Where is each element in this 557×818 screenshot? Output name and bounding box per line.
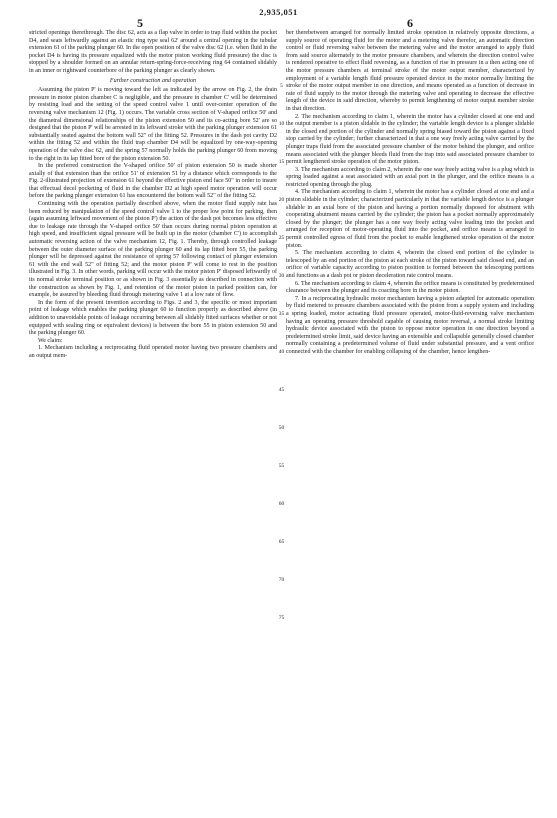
paragraph: In the form of the present invention according to Figs. 2 and 3, the specific or most important point of leakage which enables the parking plunger 60 to function properly as described above (in addition to unavoidable points of leakage occurring between all slidably fitted surfaces whether or not equipped with sealing ring or equivalent devices) is between the bore 55 in piston extension 50 and the parking plunger 60. — [29, 299, 277, 337]
claim-paragraph: 3. The mechanism according to claim 2, wherein the one way freely acting valve is a plug which is spring loaded against a seat associated with an axial port in the plunger, and the orifice means is a restricted opening through the plug. — [286, 166, 534, 188]
line-number: 10 — [278, 121, 285, 127]
line-number: 15 — [278, 159, 285, 165]
section-heading: Further construction and operation — [109, 77, 197, 84]
line-number: 25 — [278, 235, 285, 241]
claim-paragraph: 6. The mechanism according to claim 4, wherein the orifice means is constituted by predetermined clearance between the plunger and its coacting bore in the motor piston. — [286, 280, 534, 295]
paragraph: In the preferred construction the V-shaped orifice 50' of piston extension 50 is made shorter axially of that extension than the orifice 51' of extension 51 by a distance which corresponds to the Fig. 2-illustrated projection of extension 61 beyond the effective piston end face 50" in order to insure that effectual decel pocketing of fluid in the chamber D2 at high speed motor operation will occur before the parking plunger extension 61 has encountered the bottom wall 52" of the fitting 52. — [29, 163, 277, 200]
paragraph: Continuing with the operation partially described above, when the motor fluid supply rate has been reduced by manipulation of the speed control valve 1 to the proper low point for parking, then (again assuming leftward movement of the piston P') the action of the dash pot becomes less effective due to leakage rate through the V-shaped orifice 50' than occurs during normal piston operation at high speed, and insufficient signal pressure will be built up in the motor (chamber C') to accomplish automatic reversing action of the valve mechanism 12, Fig. 1. Thereby, through controlled leakage between the outer diameter surface of the parking plunger 60 and its lap fitted bore 55, the parking plunger will be depressed against the resistance of spring 57 following contact of plunger extension 61 with the end wall 52" of fitting 52; and the motor piston P' will come to rest in the position illustrated in Fig. 3. In other words, parking will occur with the motor piston P' disposed leftwardly of its normal stroke terminal position or as shown in Fig. 3 essentially as described in connection with the construction as shown by Fig. 1, and retention of the motor piston in parked position can, for example, be assured by bleeding fluid through metering valve 1 at a low rate of flow. — [29, 201, 277, 299]
line-number: 20 — [278, 197, 285, 203]
paragraph: ber therebetween arranged for normally limited stroke operation in relatively opposite directions, a supply source of operating fluid for the motor and a metering valve therefor, an automatic direction control or fluid reversing valve between the metering valve and the motor arranged to apply fluid from said source alternately to the motor pressure chambers, and wherein the direction control valve is rendered operative to effect fluid reversing, as a function of rise in pressure in a then acting one of the motor pressure chambers at terminal stroke of the motor output member, characterized by employment of a variable length fluid pressure operated device in the motor normally limiting the stroke of the motor output member in one direction, and means operated as a function of decrease in rate of fluid supply to the motor through the metering valve and operating to decrease the effective length of the device in said direction, whereby to permit lengthening of motor output member stroke in that direction. — [286, 30, 534, 112]
line-number: 65 — [278, 539, 285, 545]
paragraph: Assuming the piston P' is moving toward the left as indicated by the arrow on Fig. 2, the drain pressure in motor piston chamber C is negligible, and the pressure in chamber C' will be determined by resisting load and the setting of the speed control valve 1 until over-center operation of the reversing valve mechanism 12 (Fig. 1) occurs. The variable cross section of V-shaped orifice 50' and the diametral dimensional relationships of the piston extension 50 and its co-acting bore 52' are so designed that the piston P' will be arrested in its leftward stroke with the parking plunger extension 61 substantially seated against the bottom wall 52" of the fitting 52. Pressures in the dash pot cavity D2 within the fitting 52 and within the fluid trap chamber D4 will be equalized by one-way-opening operation of the valve disc 62, and the spring 57 normally holds the parking plunger 60 from moving to the right in its lap fitted bore of the piston extension 50. — [29, 87, 277, 162]
line-number: 60 — [278, 501, 285, 507]
left-text-column — [29, 30, 277, 361]
right-page-number: 6 — [407, 16, 413, 30]
line-number: 70 — [278, 577, 285, 583]
claims-intro: We claim: — [38, 337, 63, 344]
left-page-number: 5 — [137, 16, 143, 30]
line-number: 35 — [278, 311, 285, 317]
claim-paragraph: 5. The mechanism according to claim 4, wherein the closed end portion of the cylinder is telescoped by an end portion of the piston at each stroke of the piston toward said closed end, and an orifice of variable capacity according to piston position is formed between the telescoping portions and functions as a dash pot or piston deceleration rate control means. — [286, 250, 534, 279]
claim-paragraph: 4. The mechanism according to claim 1, wherein the motor has a cylinder closed at one end and a piston slidable in the cylinder; characterized particularly in that the variable length device is a plunger slidable in an axial bore of the piston and having a portion normally disposed for abutment with cooperating abutment means carried by the cylinder; the piston has a pocket normally approximately closed by the plunger; the plunger has a one way freely acting valve leading into the pocket and arranged for reception of motor-operating fluid into the pocket, and orifice means is arranged to permit controlled egress of fluid from the pocket to enable lengthened stroke operation of the motor piston. — [286, 189, 534, 249]
line-number: 45 — [278, 387, 285, 393]
line-number: 5 — [280, 83, 283, 89]
patent-number: 2,935,051 — [259, 7, 298, 17]
line-number: 50 — [278, 425, 285, 431]
paragraph: stricted openings therethrough. The disc 62, acts as a flap valve in order to trap fluid within the pocket D4, and seats leftwardly against an elastic ring type seal 62' around a central opening in the tubular extension 61 of the parking plunger 60. In the open position of the valve disc 62 (i.e. when fluid in the pocket D4 is having its pressure equalized with the motor piston working fluid pressure) the disc is stopped by a shoulder formed on an annular return-spring-force-receiving ring 64 contained slidably in an inner or rightward counterbore of the parking plunger as clearly shown. — [29, 30, 277, 74]
line-number: 75 — [278, 615, 285, 621]
claim-paragraph: 7. In a reciprocating hydraulic motor mechanism having a piston adapted for automatic operation by fluid metered to pressure chambers associated with the piston from a supply system and including a spring loaded, motor actuating fluid pressure operated, motor-fluid-reversing valve mechanism having an operating pressure threshold capable of causing motor reversal, a normal stroke limiting hydraulic device associated with the piston to oppose motor operation in one direction beyond a predetermined stroke limit, said device having an extensible and collapsible generally closed chamber normally containing a predetermined volume of fluid under substantial pressure, and a vent orifice connected with the chamber for enabling collapsing of the chamber, hence lengthen- — [286, 295, 534, 355]
right-text-column — [286, 30, 534, 357]
claim-paragraph: 2. The mechanism according to claim 1, wherein the motor has a cylinder closed at one end and the output member is a piston slidable in the cylinder; the variable length device is a plunger slidable in the closed end portion of the cylinder and normally spring biased toward the piston against a fixed stop carried by the cylinder; further characterized in that a one way freely acting valve carried by the plunger traps fluid from the associated pressure chamber of the motor behind the plunger, and orifice means associated with the plunger bleeds fluid from the trap into said associated pressure chamber to permit lengthened stroke operation of the motor piston. — [286, 113, 534, 166]
claim-paragraph: 1. Mechanism including a reciprocating fluid operated motor having two pressure chambers and an output mem- — [29, 345, 277, 359]
line-number: 40 — [278, 349, 285, 355]
line-number: 55 — [278, 463, 285, 469]
line-number: 30 — [278, 273, 285, 279]
